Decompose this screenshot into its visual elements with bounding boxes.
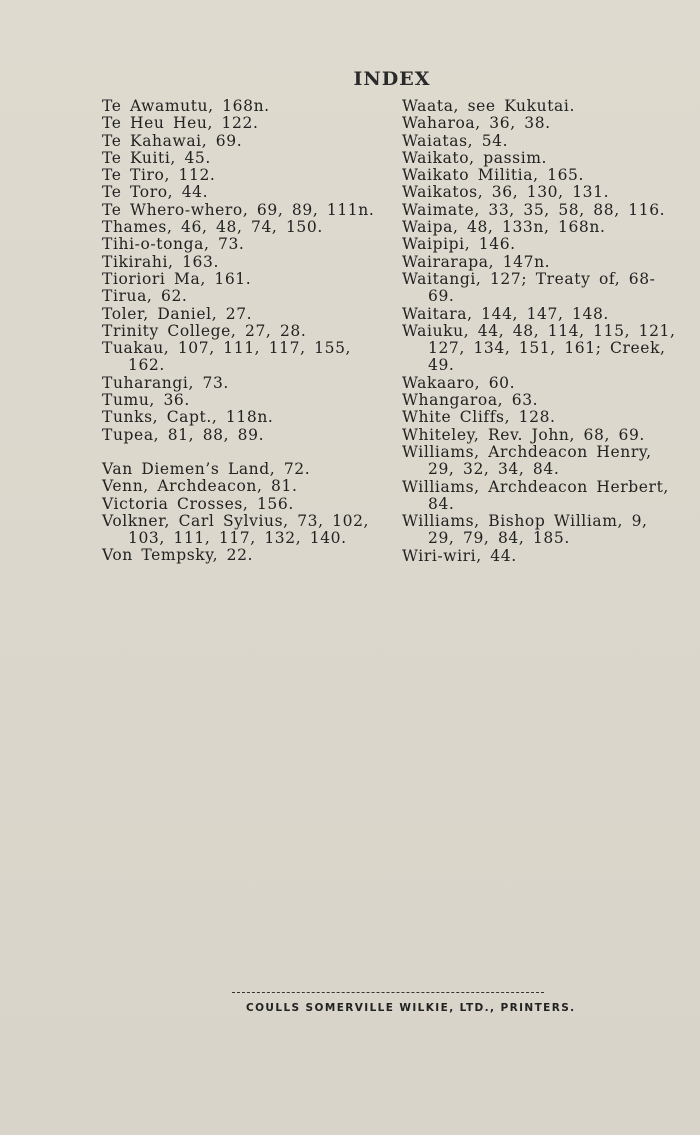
index-entry: Tioriori Ma, 161. [102,269,252,288]
index-entry: Te Toro, 44. [102,183,209,202]
index-entry: Waharoa, 36, 38. [402,114,551,133]
printer-imprint: COULLS SOMERVILLE WILKIE, LTD., PRINTERS. [246,1002,576,1014]
index-entry: Te Heu Heu, 122. [102,114,259,133]
index-entry: Waikatos, 36, 130, 131. [402,183,610,202]
index-entry: Waipipi, 146. [402,235,516,254]
index-entry: Whangaroa, 63. [402,391,539,410]
index-entry: Tihi-o-tonga, 73. [102,235,245,254]
index-entry: Te Tiro, 112. [102,166,216,185]
index-entry: Von Tempsky, 22. [102,546,254,565]
footer-divider [232,992,544,993]
index-entry: Venn, Archdeacon, 81. [102,477,298,496]
index-entry: Tuakau, 107, 111, 117, 155, 162. [102,339,352,375]
index-entry: Wairarapa, 147n. [402,252,551,271]
index-entry: Waitangi, 127; Treaty of, 68-69. [402,269,656,306]
index-entry: Trinity College, 27, 28. [102,321,307,340]
index-entry: Van Diemen’s Land, 72. [102,459,311,478]
index-entry: Waata, see Kukutai. [402,97,575,115]
index-entry: Waimate, 33, 35, 58, 88, 116. [402,200,666,219]
index-entry: Williams, Bishop William, 9, 29, 79, 84, 185. [402,512,648,548]
section-gap [102,444,380,461]
index-entry: Tunks, Capt., 118n. [102,408,274,427]
index-entry: Tupea, 81, 88, 89. [102,425,265,444]
index-entry: Waikato Militia, 165. [402,166,585,185]
index-column-left [102,98,380,565]
index-entry: Williams, Archdeacon Henry, 29, 32, 34, 84. [402,442,652,479]
index-entry: Victoria Crosses, 156. [102,494,294,513]
index-entry: Waitara, 144, 147, 148. [402,304,609,323]
index-entry: Waiatas, 54. [402,131,509,150]
index-entry: White Cliffs, 128. [402,408,556,427]
index-entry: Te Kuiti, 45. [102,148,211,167]
index-entry: Waiuku, 44, 48, 114, 115, 121, 127, 134, 151, 161; Creek, 49. [402,321,676,375]
index-entry: Tikirahi, 163. [102,252,220,271]
index-entry: Whiteley, Rev. John, 68, 69. [402,425,645,444]
index-entry: Wakaaro, 60. [402,373,516,392]
index-entry: Waikato, passim. [402,148,548,167]
index-entry: Toler, Daniel, 27. [102,304,253,323]
index-entry: Waipa, 48, 133n, 168n. [402,218,606,237]
index-entry: Thames, 46, 48, 74, 150. [102,218,323,237]
page-title: INDEX [353,68,431,90]
index-entry: Tirua, 62. [102,287,188,306]
index-entry: Volkner, Carl Sylvius, 73, 102, 103, 111, 117, 132, 140. [102,511,370,548]
index-entry: Te Whero-whero, 69, 89, 111n. [102,200,375,219]
index-entry: Te Kahawai, 69. [102,131,243,150]
index-entry: Tuharangi, 73. [102,373,229,392]
index-entry: Williams, Archdeacon Herbert, 84. [402,477,669,513]
index-entry: Tumu, 36. [102,391,190,410]
index-column-right [402,98,678,565]
index-entry: Wiri-wiri, 44. [402,546,517,565]
index-entry: Te Awamutu, 168n. [102,97,270,115]
